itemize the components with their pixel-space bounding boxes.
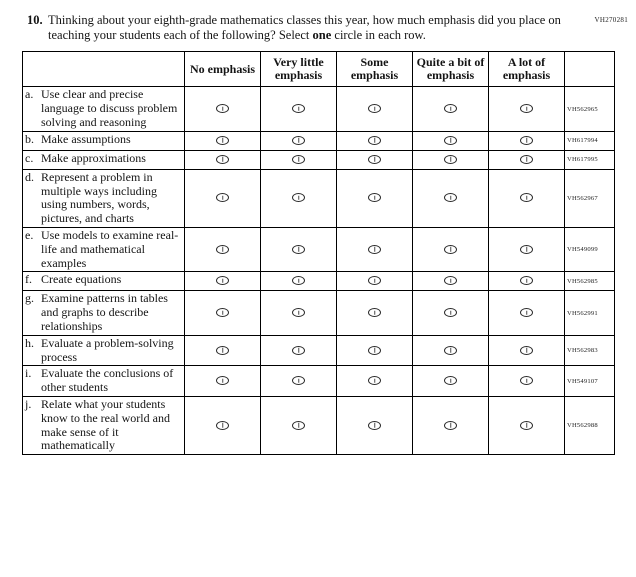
answer-bubble-a-lot[interactable] xyxy=(520,421,533,430)
item-code: VH562985 xyxy=(565,272,615,291)
table-row-c xyxy=(23,150,615,169)
table-row-i xyxy=(23,366,615,397)
answer-bubble-quite-a-bit[interactable] xyxy=(444,346,457,355)
answer-bubble-no-emphasis[interactable] xyxy=(216,308,229,317)
answer-bubble-some[interactable] xyxy=(368,136,381,145)
item-code: VH549107 xyxy=(565,366,615,397)
row-label: Evaluate a problem-solving process xyxy=(41,335,174,364)
answer-bubble-very-little[interactable] xyxy=(292,245,305,254)
table-row-g xyxy=(23,291,615,335)
row-label: Relate what your students know to the real world and make sense of it mathematically xyxy=(41,396,170,453)
answer-bubble-a-lot[interactable] xyxy=(520,308,533,317)
table-row-b xyxy=(23,131,615,150)
answer-bubble-some[interactable] xyxy=(368,276,381,285)
answer-bubble-quite-a-bit[interactable] xyxy=(444,276,457,285)
item-code: VH562991 xyxy=(565,291,615,335)
table-row-e xyxy=(23,227,615,271)
answer-bubble-a-lot[interactable] xyxy=(520,245,533,254)
question-bold-word: one xyxy=(312,28,332,42)
form-code: VH270281 xyxy=(594,16,628,24)
question-text-before: Thinking about your eighth-grade mathematics classes this year, how much emphasis did you place on teaching your students each of the following? Select xyxy=(48,13,561,42)
row-label: Examine patterns in tables and graphs to describe relationships xyxy=(41,291,168,333)
header-quite-a-bit-of-emphasis: Quite a bit of emphasis xyxy=(413,52,489,87)
header-a-lot-of-emphasis: A lot of emphasis xyxy=(489,52,565,87)
answer-bubble-very-little[interactable] xyxy=(292,308,305,317)
answer-bubble-no-emphasis[interactable] xyxy=(216,136,229,145)
row-letter: g. xyxy=(25,291,34,306)
answer-bubble-a-lot[interactable] xyxy=(520,155,533,164)
question-text xyxy=(48,13,600,43)
row-label: Represent a problem in multiple ways including using numbers, words, pictures, and charts xyxy=(41,169,157,226)
answer-bubble-some[interactable] xyxy=(368,245,381,254)
table-row-j xyxy=(23,396,615,454)
answer-bubble-some[interactable] xyxy=(368,346,381,355)
question-block xyxy=(27,13,609,43)
row-label-column-header xyxy=(23,52,185,87)
row-letter: d. xyxy=(25,169,34,184)
header-some-emphasis: Some emphasis xyxy=(337,52,413,87)
row-label: Evaluate the conclusions of other students xyxy=(41,366,174,395)
answer-bubble-very-little[interactable] xyxy=(292,421,305,430)
answer-bubble-no-emphasis[interactable] xyxy=(216,346,229,355)
question-text-after: circle in each row. xyxy=(331,28,426,42)
header-very-little-emphasis: Very little emphasis xyxy=(261,52,337,87)
answer-bubble-very-little[interactable] xyxy=(292,193,305,202)
header-row xyxy=(23,52,615,87)
row-letter: h. xyxy=(25,335,34,350)
answer-bubble-very-little[interactable] xyxy=(292,346,305,355)
table-row-f xyxy=(23,272,615,291)
answer-bubble-some[interactable] xyxy=(368,155,381,164)
answer-bubble-a-lot[interactable] xyxy=(520,376,533,385)
row-letter: i. xyxy=(25,366,32,381)
answer-bubble-no-emphasis[interactable] xyxy=(216,376,229,385)
item-code: VH549099 xyxy=(565,227,615,271)
answer-bubble-quite-a-bit[interactable] xyxy=(444,308,457,317)
answer-bubble-some[interactable] xyxy=(368,193,381,202)
answer-bubble-some[interactable] xyxy=(368,376,381,385)
row-letter: f. xyxy=(25,272,32,287)
item-code: VH562965 xyxy=(565,87,615,131)
row-letter: a. xyxy=(25,87,34,102)
row-label: Make assumptions xyxy=(41,131,131,146)
answer-bubble-very-little[interactable] xyxy=(292,155,305,164)
answer-bubble-a-lot[interactable] xyxy=(520,276,533,285)
answer-bubble-some[interactable] xyxy=(368,421,381,430)
table-row-d xyxy=(23,169,615,227)
answer-bubble-quite-a-bit[interactable] xyxy=(444,421,457,430)
answer-bubble-very-little[interactable] xyxy=(292,136,305,145)
answer-bubble-no-emphasis[interactable] xyxy=(216,193,229,202)
answer-bubble-quite-a-bit[interactable] xyxy=(444,155,457,164)
answer-bubble-quite-a-bit[interactable] xyxy=(444,376,457,385)
code-column-header xyxy=(565,52,615,87)
answer-bubble-no-emphasis[interactable] xyxy=(216,104,229,113)
item-code: VH617994 xyxy=(565,131,615,150)
item-code: VH562988 xyxy=(565,396,615,454)
answer-bubble-very-little[interactable] xyxy=(292,276,305,285)
row-letter: e. xyxy=(25,227,34,242)
answer-bubble-some[interactable] xyxy=(368,308,381,317)
answer-bubble-no-emphasis[interactable] xyxy=(216,245,229,254)
item-code: VH562983 xyxy=(565,335,615,366)
answer-bubble-some[interactable] xyxy=(368,104,381,113)
row-letter: j. xyxy=(25,396,32,411)
answer-bubble-very-little[interactable] xyxy=(292,104,305,113)
item-code: VH562967 xyxy=(565,169,615,227)
row-label: Use clear and precise language to discuss problem solving and reasoning xyxy=(41,87,178,129)
answer-bubble-no-emphasis[interactable] xyxy=(216,276,229,285)
answer-bubble-quite-a-bit[interactable] xyxy=(444,136,457,145)
answer-bubble-a-lot[interactable] xyxy=(520,136,533,145)
answer-bubble-a-lot[interactable] xyxy=(520,346,533,355)
answer-bubble-a-lot[interactable] xyxy=(520,193,533,202)
header-no-emphasis: No emphasis xyxy=(185,52,261,87)
row-label: Create equations xyxy=(41,272,122,287)
answer-bubble-quite-a-bit[interactable] xyxy=(444,193,457,202)
table-row-a xyxy=(23,87,615,131)
answer-bubble-quite-a-bit[interactable] xyxy=(444,104,457,113)
table-row-h xyxy=(23,335,615,366)
row-letter: c. xyxy=(25,150,34,165)
answer-bubble-no-emphasis[interactable] xyxy=(216,155,229,164)
row-label: Make approximations xyxy=(41,150,146,165)
item-code: VH617995 xyxy=(565,150,615,169)
answer-bubble-no-emphasis[interactable] xyxy=(216,421,229,430)
row-letter: b. xyxy=(25,131,34,146)
answer-bubble-quite-a-bit[interactable] xyxy=(444,245,457,254)
row-label: Use models to examine real-life and mathematical examples xyxy=(41,227,179,270)
questionnaire-page xyxy=(0,13,636,577)
answer-bubble-a-lot[interactable] xyxy=(520,104,533,113)
emphasis-matrix-table xyxy=(22,51,615,455)
question-number: 10. xyxy=(27,13,43,27)
answer-bubble-very-little[interactable] xyxy=(292,376,305,385)
